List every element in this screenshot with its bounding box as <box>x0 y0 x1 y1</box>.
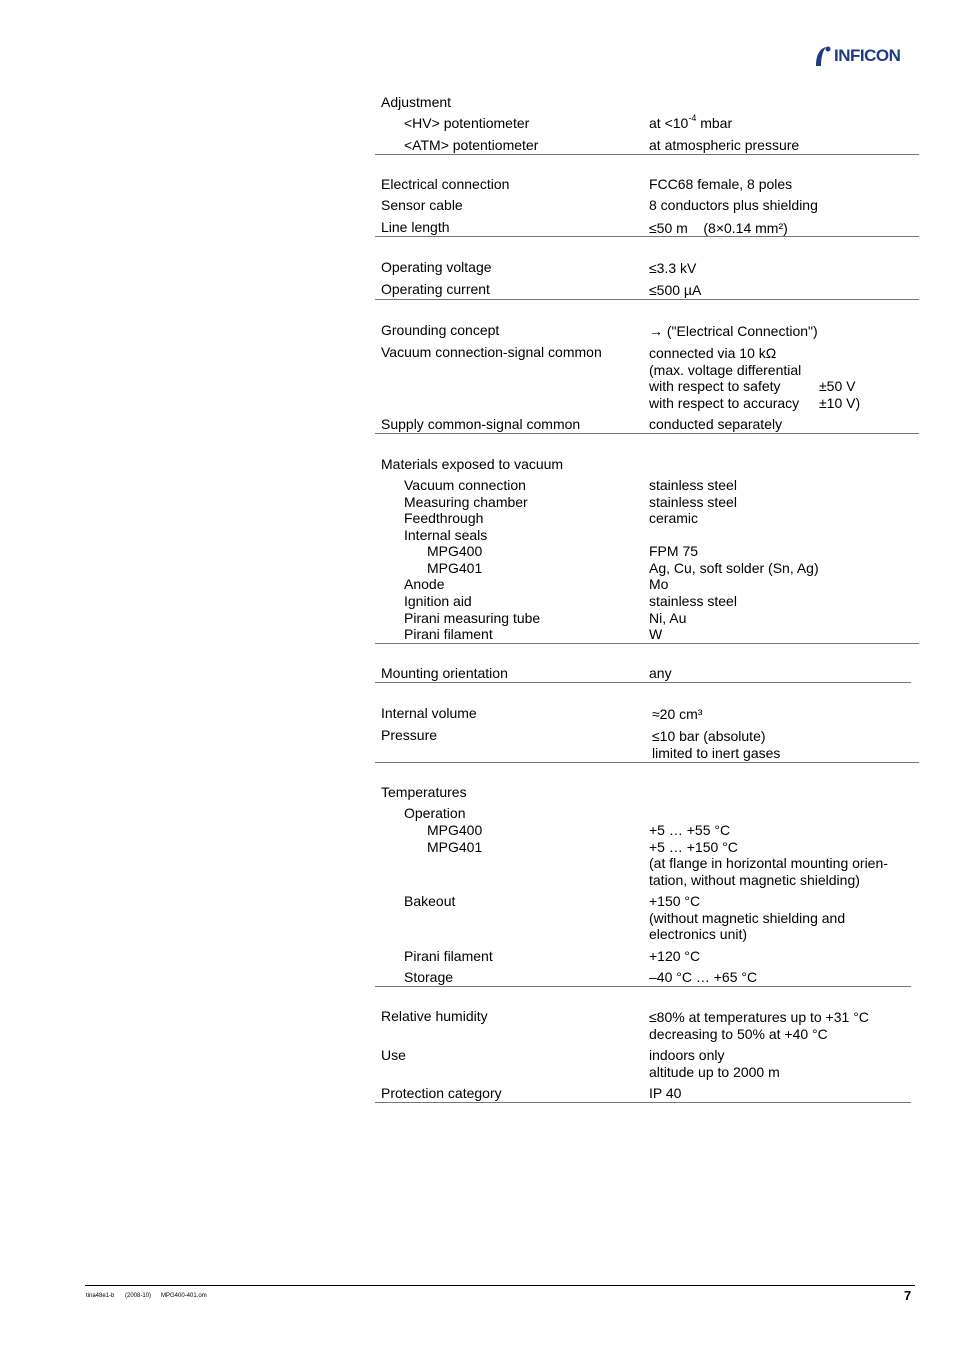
spec-label: Vacuum connection-signal common <box>381 344 602 360</box>
spec-value: ≤3.3 kV <box>649 260 697 276</box>
inficon-logo <box>812 44 900 68</box>
spec-value: ≤80% at temperatures up to +31 °C <box>649 1009 869 1025</box>
spec-value: tation, without magnetic shielding) <box>649 872 860 888</box>
spec-value: IP 40 <box>649 1085 682 1101</box>
section-divider <box>375 762 919 763</box>
spec-label: Ignition aid <box>404 593 472 609</box>
spec-value: ≈20 cm³ <box>652 706 703 722</box>
spec-label: Supply common-signal common <box>381 416 581 432</box>
section-divider <box>375 643 919 644</box>
spec-label: <HV> potentiometer <box>404 115 530 131</box>
spec-value: ±50 V <box>819 378 856 394</box>
spec-value: –40 °C … +65 °C <box>649 969 758 985</box>
spec-value: any <box>649 665 672 681</box>
spec-value: stainless steel <box>649 477 737 493</box>
spec-value: → ("Electrical Connection") <box>649 323 818 339</box>
spec-label: Protection category <box>381 1085 502 1101</box>
spec-value: +5 … +55 °C <box>649 822 731 838</box>
footer-divider <box>85 1285 915 1286</box>
section-divider <box>375 154 919 155</box>
spec-label: Storage <box>404 969 454 985</box>
spec-value: Ag, Cu, soft solder (Sn, Ag) <box>649 560 819 576</box>
spec-label: Materials exposed to vacuum <box>381 456 564 472</box>
spec-label: Temperatures <box>381 784 467 800</box>
spec-label: Pirani filament <box>404 626 493 642</box>
spec-label: Operation <box>404 805 466 821</box>
spec-value: connected via 10 kΩ <box>649 345 777 361</box>
spec-value: stainless steel <box>649 593 737 609</box>
spec-label: Operating voltage <box>381 259 492 275</box>
section-divider <box>375 1102 911 1103</box>
spec-label: Adjustment <box>381 94 452 110</box>
spec-value: indoors only <box>649 1047 725 1063</box>
spec-value: ≤10 bar (absolute) <box>652 728 766 744</box>
spec-label: Relative humidity <box>381 1008 488 1024</box>
spec-value: (at flange in horizontal mounting orien- <box>649 855 888 871</box>
spec-value: ≤500 µA <box>649 282 702 298</box>
spec-label: Line length <box>381 219 450 235</box>
spec-label: MPG400 <box>427 822 483 838</box>
spec-value: altitude up to 2000 m <box>649 1064 780 1080</box>
spec-label: Grounding concept <box>381 322 500 338</box>
spec-value: W <box>649 626 663 642</box>
spec-value: 8 conductors plus shielding <box>649 197 818 213</box>
spec-value: with respect to safety <box>649 378 781 394</box>
spec-label: Vacuum connection <box>404 477 526 493</box>
logo-text: INFICON <box>834 46 901 65</box>
spec-value: ≤50 m (8×0.14 mm²) <box>649 220 788 236</box>
spec-value: Mo <box>649 576 669 592</box>
spec-label: MPG401 <box>427 560 483 576</box>
spec-value: decreasing to 50% at +40 °C <box>649 1026 828 1042</box>
spec-label: Electrical connection <box>381 176 510 192</box>
spec-label: <ATM> potentiometer <box>404 137 539 153</box>
spec-label: Feedthrough <box>404 510 484 526</box>
spec-label: Operating current <box>381 281 490 297</box>
footer-date: (2008-10) <box>125 1293 152 1299</box>
spec-value: electronics unit) <box>649 926 748 942</box>
spec-value: with respect to accuracy <box>649 395 800 411</box>
footer-file: MPG400-401.om <box>161 1293 207 1299</box>
spec-value: +120 °C <box>649 948 701 964</box>
spec-label: Pirani measuring tube <box>404 610 541 626</box>
spec-label: Use <box>381 1047 406 1063</box>
spec-label: Bakeout <box>404 893 456 909</box>
section-divider <box>375 682 911 683</box>
spec-label: Sensor cable <box>381 197 463 213</box>
footer-doc-id: tina48e1-b <box>86 1293 115 1299</box>
spec-label: MPG400 <box>427 543 483 559</box>
spec-value: limited to inert gases <box>652 745 781 761</box>
inficon-logo-icon <box>812 44 832 68</box>
spec-value: at $<10^{-4}$ mbar <box>649 113 733 131</box>
spec-value: FPM 75 <box>649 543 699 559</box>
section-divider <box>375 986 911 987</box>
spec-label: Internal seals <box>404 527 488 543</box>
spec-label: MPG401 <box>427 839 483 855</box>
spec-label: Pirani filament <box>404 948 493 964</box>
section-divider <box>375 433 919 434</box>
spec-value: at atmospheric pressure <box>649 137 800 153</box>
spec-value: +150 °C <box>649 893 701 909</box>
spec-value: conducted separately <box>649 416 783 432</box>
spec-label: Mounting orientation <box>381 665 508 681</box>
section-divider <box>375 236 919 237</box>
spec-value: (max. voltage differential <box>649 362 802 378</box>
spec-label: Pressure <box>381 727 438 743</box>
spec-value: (without magnetic shielding and <box>649 910 846 926</box>
spec-label: Measuring chamber <box>404 494 528 510</box>
spec-value: Ni, Au <box>649 610 687 626</box>
spec-label: Anode <box>404 576 445 592</box>
page-number: 7 <box>904 1288 912 1303</box>
spec-value: ceramic <box>649 510 699 526</box>
spec-label: Internal volume <box>381 705 477 721</box>
section-divider <box>375 299 919 300</box>
spec-value: FCC68 female, 8 poles <box>649 176 793 192</box>
spec-value: ±10 V) <box>819 395 861 411</box>
spec-value: +5 … +150 °C <box>649 839 738 855</box>
spec-value: stainless steel <box>649 494 737 510</box>
